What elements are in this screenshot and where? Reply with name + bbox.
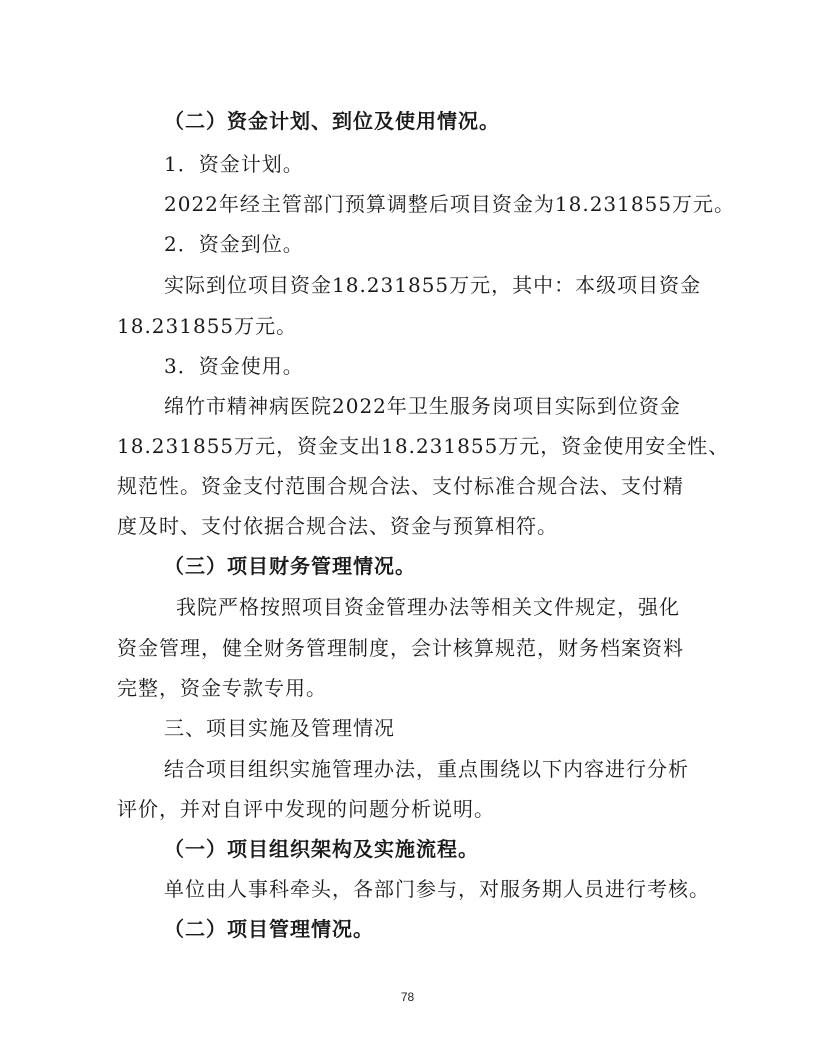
section3-body-line1: 结合项目组织实施管理办法，重点围绕以下内容进行分析 (164, 757, 689, 781)
item3-body-line4: 度及时、支付依据合规合法、资金与预算相符。 (117, 514, 558, 538)
section3-title: 三、项目实施及管理情况 (164, 716, 395, 740)
heading-org-structure: （一）项目组织架构及实施流程。 (164, 837, 479, 861)
item3-body-line3: 规范性。资金支付范围合规合法、支付标准合规合法、支付精 (117, 474, 684, 498)
item2-title: 2．资金到位。 (164, 232, 304, 256)
item3-title: 3．资金使用。 (164, 354, 304, 378)
item2-body-line1: 实际到位项目资金18.231855万元，其中：本级项目资金 (164, 273, 702, 297)
heading-finance-management: （三）项目财务管理情况。 (164, 554, 416, 578)
heading-funding-plan: （二）资金计划、到位及使用情况。 (164, 109, 500, 133)
item1-body: 2022年经主管部门预算调整后项目资金为18.231855万元。 (164, 192, 736, 216)
finance-body-line1: 我院严格按照项目资金管理办法等相关文件规定，强化 (176, 595, 680, 619)
item3-body-line1: 绵竹市精神病医院2022年卫生服务岗项目实际到位资金 (164, 394, 681, 418)
finance-body-line2: 资金管理，健全财务管理制度，会计核算规范，财务档案资料 (117, 636, 684, 660)
section3-body-line2: 评价，并对自评中发现的问题分析说明。 (117, 797, 495, 821)
org-body: 单位由人事科牵头，各部门参与，对服务期人员进行考核。 (164, 877, 710, 901)
item3-body-line2: 18.231855万元，资金支出18.231855万元，资金使用安全性、 (117, 434, 730, 458)
item1-title: 1．资金计划。 (164, 152, 304, 176)
finance-body-line3: 完整，资金专款专用。 (117, 676, 327, 700)
page-number: 78 (400, 990, 415, 1004)
heading-project-management: （二）项目管理情况。 (164, 917, 374, 941)
item2-body-line2: 18.231855万元。 (117, 314, 298, 338)
